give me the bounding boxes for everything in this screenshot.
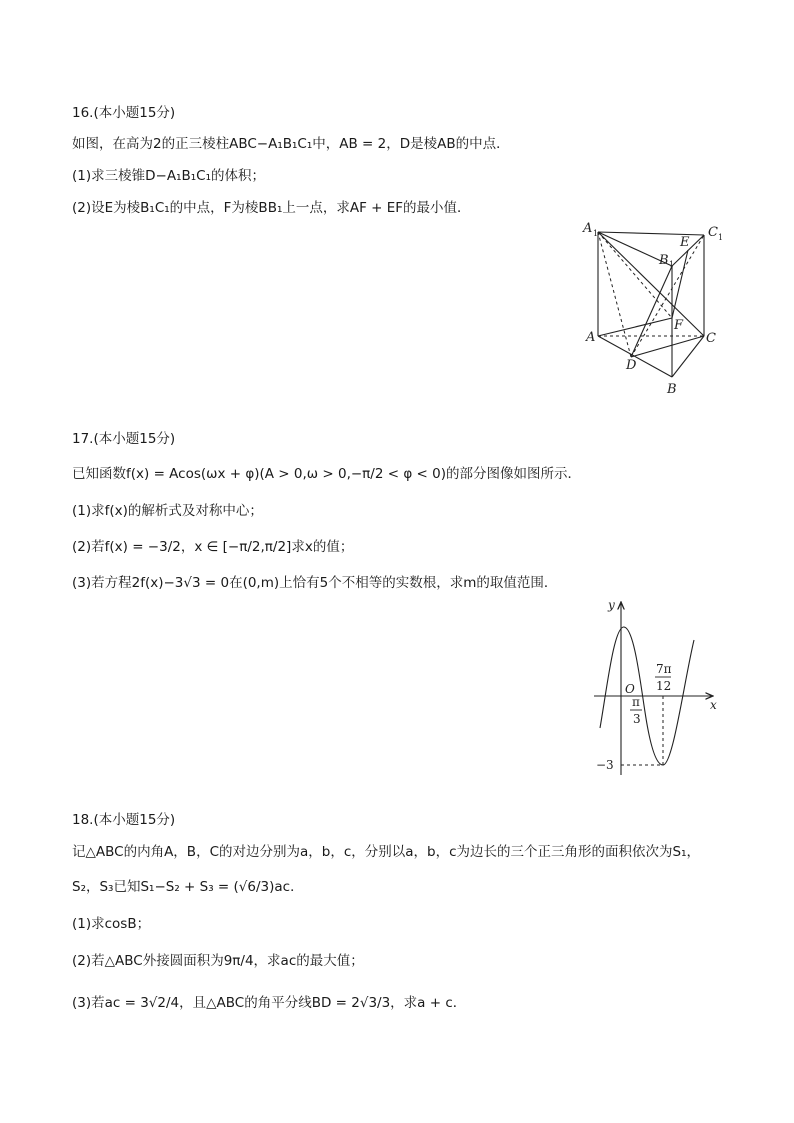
q18-part1: (1)求cosB；: [72, 916, 151, 932]
tick-pi-numerator: π: [632, 695, 640, 709]
q17-part3: (3)若方程2f(x)−3√3 = 0在(0,m)上恰有5个不相等的实数根，求m的取值范围．: [72, 575, 558, 591]
axis-x-label: x: [710, 698, 717, 712]
tick-7pi-numerator: 7π: [656, 662, 672, 676]
label-A: A: [586, 330, 596, 345]
tick-7pi-denominator: 12: [656, 679, 672, 693]
label-E: E: [680, 235, 690, 250]
label-A1: A: [583, 221, 593, 236]
q18-part2: (2)若△ABC外接圆面积为9π/4，求ac的最大值；: [72, 953, 364, 969]
label-F: F: [674, 318, 684, 333]
origin-label: O: [625, 682, 635, 696]
label-C: C: [706, 331, 716, 346]
q16-stem: 如图，在高为2的正三棱柱ABC−A₁B₁C₁中，AB = 2，D是棱AB的中点．: [72, 136, 510, 152]
q18-stem-line2: S₂，S₃已知S₁−S₂ + S₃ = (√6/3)ac．: [72, 879, 304, 895]
label-C1: C: [708, 225, 718, 240]
q17-stem: 已知函数f(x) = Acos(ωx + φ)(A > 0,ω > 0,−π/2 < φ < 0)的部分图像如图所示．: [72, 466, 581, 482]
q16-part2: (2)设E为棱B₁C₁的中点，F为棱BB₁上一点，求AF + EF的最小值．: [72, 200, 471, 216]
q17-part2: (2)若f(x) = −3/2，x ∈ [−π/2,π/2]求x的值；: [72, 539, 354, 555]
label-B1: B: [659, 253, 669, 268]
tick-pi-denominator: 3: [633, 712, 641, 726]
q18-part3: (3)若ac = 3√2/4，且△ABC的角平分线BD = 2√3/3，求a + c．: [72, 995, 467, 1011]
label-D: D: [626, 358, 637, 373]
cosine-graph: [588, 595, 728, 780]
axis-y-label: y: [608, 598, 615, 612]
q17-part1: (1)求f(x)的解析式及对称中心；: [72, 503, 263, 519]
label-B: B: [667, 382, 677, 397]
prism-figure: [578, 215, 728, 400]
q16-part1: (1)求三棱锥D−A₁B₁C₁的体积；: [72, 168, 265, 184]
q17-header: 17.(本小题15分): [72, 431, 176, 447]
y-min-label: −3: [596, 758, 614, 772]
q18-stem-line1: 记△ABC的内角A，B，C的对边分别为a，b，c，分别以a，b，c为边长的三个正三角形的面积依次为S₁，: [72, 844, 700, 860]
label-A1-sub: 1: [593, 229, 599, 238]
q16-header: 16.(本小题15分): [72, 105, 176, 121]
label-B1-sub: 1: [669, 260, 675, 269]
q18-header: 18.(本小题15分): [72, 812, 176, 828]
label-C1-sub: 1: [718, 233, 724, 242]
